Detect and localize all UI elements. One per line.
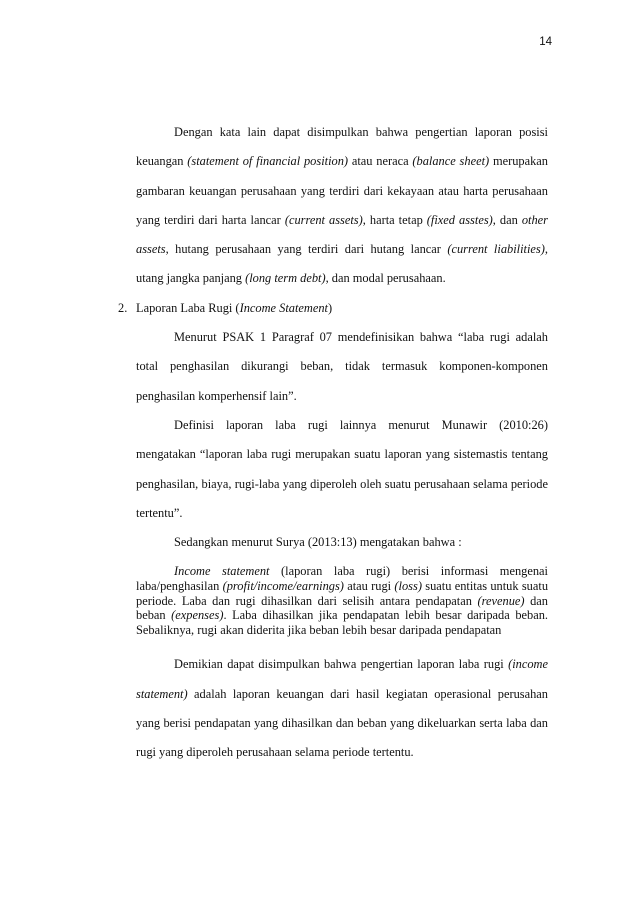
italic-term: (fixed asstes): [426, 212, 493, 227]
text-run: Dengan kata lain dapat disimpulkan bahwa pengertian laporan posisi keuangan: [136, 125, 548, 169]
italic-term: other assets: [136, 212, 548, 257]
text-run: atau neraca: [348, 154, 413, 169]
text-run: atau rugi: [343, 579, 395, 594]
text-run: ): [328, 300, 333, 315]
text-run: adalah laporan keuangan dari hasil kegiatan operasional perusahan yang berisi pendapatan yang dihasilkan dan beban yang dikeluarkan serta laba dan rugi yang diperoleh perusahaan selama periode tertentu.: [136, 686, 548, 760]
italic-term: (expenses): [171, 608, 224, 623]
paragraph-surya-intro: Sedangkan menurut Surya (2013:13) mengatakan bahwa :: [174, 535, 462, 550]
italic-term: (income statement): [136, 657, 548, 701]
text-run: , dan modal perusahaan.: [325, 271, 446, 286]
italic-term: (long term debt): [245, 271, 326, 286]
italic-term: Income Statement: [239, 300, 328, 315]
text-run: merupakan gambaran keuangan perusahaan yang terdiri dari kekayaan atau harta perusahaan yang terdiri dari harta lancar: [136, 154, 548, 227]
text-run: (laporan laba rugi) berisi informasi mengenai laba/penghasilan: [136, 564, 548, 594]
italic-term: (revenue): [477, 593, 525, 608]
paragraph-psak-definition: Menurut PSAK 1 Paragraf 07 mendefinisikan bahwa “laba rugi adalah total penghasilan dikurangi beban, tidak termasuk komponen-komponen penghasilan komperhensif lain”.: [136, 330, 548, 403]
text-run: , harta tetap: [362, 212, 427, 227]
text-run: , utang jangka panjang: [136, 242, 548, 286]
italic-term: (statement of financial position): [187, 154, 349, 169]
italic-term: (current assets): [284, 212, 363, 227]
italic-term: (profit/income/earnings): [222, 579, 344, 594]
list-number: 2.: [118, 300, 128, 315]
block-quote-surya: [136, 564, 548, 637]
text-run: , hutang perusahaan yang terdiri dari hutang lancar: [165, 242, 448, 257]
italic-term: Income statement: [174, 564, 270, 579]
list-item-income-statement: [118, 294, 548, 323]
text-run: Demikian dapat disimpulkan bahwa pengertian laporan laba rugi: [174, 657, 509, 672]
text-run: . Laba dihasilkan jika pendapatan lebih besar daripada beban. Sebaliknya, rugi akan diderita jika beban lebih besar daripada pendapatan: [136, 608, 548, 637]
text-run: dan beban: [136, 593, 548, 623]
paragraph-income-statement-conclusion: [136, 650, 548, 767]
text-run: Laporan Laba Rugi (: [136, 300, 240, 315]
paragraph-financial-position-conclusion: [136, 118, 548, 294]
italic-term: (balance sheet): [412, 154, 490, 169]
page-number: 14: [539, 36, 552, 48]
text-run: , dan: [492, 212, 522, 227]
text-run: suatu entitas untuk suatu periode. Laba dan rugi dihasilkan dari selisih antara pendapatan: [136, 579, 549, 608]
paragraph-munawir-definition: Definisi laporan laba rugi lainnya menurut Munawir (2010:26) mengatakan “laporan laba rugi merupakan suatu laporan yang sistemastis tentang penghasilan, biaya, rugi-laba yang diperoleh oleh suatu perusahaan selama periode tertentu”.: [136, 417, 548, 520]
italic-term: (loss): [394, 579, 422, 594]
document-body: [118, 118, 549, 768]
italic-term: (current liabilities): [447, 242, 545, 257]
